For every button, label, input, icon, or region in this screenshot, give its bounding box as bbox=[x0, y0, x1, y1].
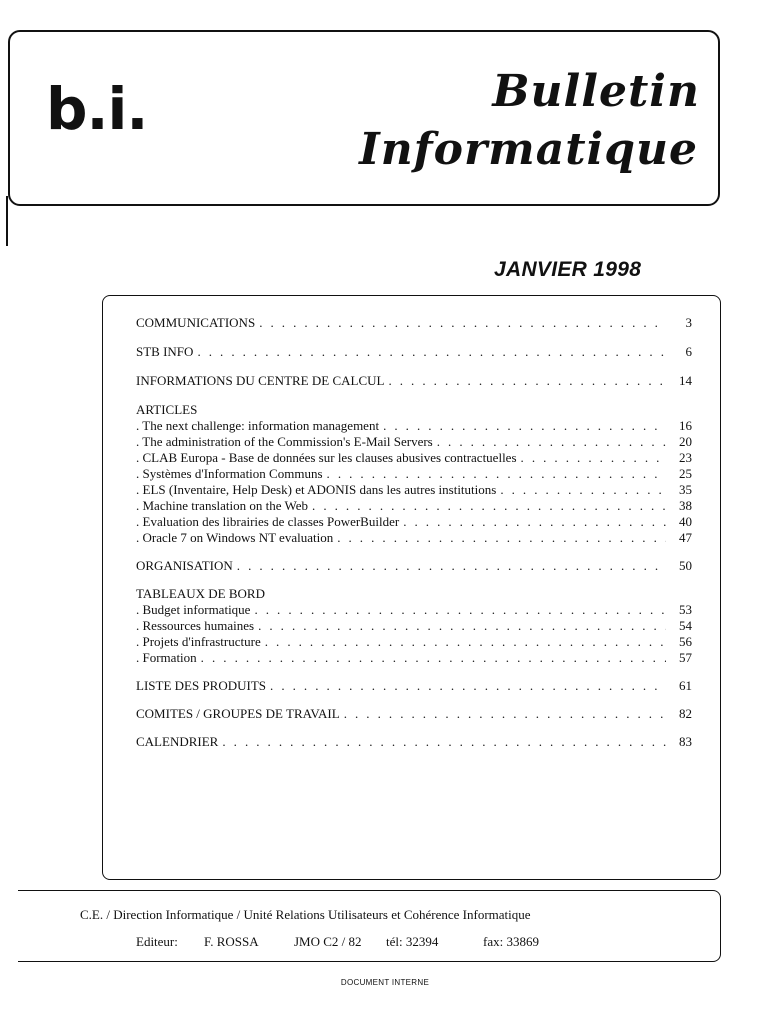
toc-label: . Budget informatique bbox=[136, 602, 251, 617]
toc-page: 40 bbox=[679, 514, 692, 529]
issue-date: JANVIER 1998 bbox=[494, 258, 642, 281]
toc-page: 50 bbox=[679, 558, 692, 573]
toc-leader bbox=[254, 602, 666, 618]
document-classification: DOCUMENT INTERNE bbox=[340, 978, 430, 987]
toc-label: . Projets d'infrastructure bbox=[136, 634, 261, 649]
toc-label: COMMUNICATIONS bbox=[136, 315, 256, 330]
toc-entry-communications bbox=[136, 315, 692, 331]
toc-label: . CLAB Europa - Base de données sur les clauses abusives contractuelles bbox=[136, 450, 517, 465]
toc-leader bbox=[500, 482, 666, 498]
toc-label: . Oracle 7 on Windows NT evaluation bbox=[136, 530, 334, 545]
toc-leader bbox=[344, 706, 666, 722]
toc-label: . ELS (Inventaire, Help Desk) et ADONIS dans les autres institutions bbox=[136, 482, 497, 497]
toc-leader bbox=[383, 418, 666, 434]
bi-logo: b.i. bbox=[46, 75, 148, 143]
toc-entry bbox=[136, 498, 692, 514]
toc-page: 54 bbox=[679, 618, 692, 633]
toc-entry bbox=[136, 450, 692, 466]
toc-leader bbox=[312, 498, 666, 514]
toc-leader bbox=[437, 434, 666, 450]
toc-entry-organisation bbox=[136, 558, 692, 574]
footer-frame bbox=[18, 890, 721, 962]
toc-label: CALENDRIER bbox=[136, 734, 219, 749]
toc-label: ORGANISATION bbox=[136, 558, 233, 573]
toc-label: . Machine translation on the Web bbox=[136, 498, 309, 513]
toc-label: STB INFO bbox=[136, 344, 194, 359]
toc-page: 25 bbox=[679, 466, 692, 481]
toc-section-heading: ARTICLES bbox=[136, 402, 198, 417]
toc-entry-comites bbox=[136, 706, 692, 722]
toc-page: 16 bbox=[679, 418, 692, 433]
masthead-title-line1: Bulletin bbox=[492, 66, 700, 117]
toc-leader bbox=[222, 734, 666, 750]
toc-entry-calendrier bbox=[136, 734, 692, 750]
toc-label: . Systèmes d'Information Communs bbox=[136, 466, 323, 481]
toc-label: . Evaluation des librairies de classes PowerBuilder bbox=[136, 514, 400, 529]
toc-leader bbox=[388, 373, 666, 389]
toc-page: 35 bbox=[679, 482, 692, 497]
footer-editor-line bbox=[136, 934, 539, 950]
toc-entry-stb-info bbox=[136, 344, 692, 360]
table-of-contents bbox=[136, 315, 692, 750]
toc-page: 53 bbox=[679, 602, 692, 617]
toc-leader bbox=[521, 450, 666, 466]
toc-leader bbox=[258, 618, 666, 634]
toc-label: INFORMATIONS DU CENTRE DE CALCUL bbox=[136, 373, 385, 388]
toc-leader bbox=[197, 344, 666, 360]
toc-page: 14 bbox=[679, 373, 692, 388]
toc-entry bbox=[136, 418, 692, 434]
editor-name: F. ROSSA bbox=[204, 934, 259, 949]
toc-page: 38 bbox=[679, 498, 692, 513]
toc-entry bbox=[136, 650, 692, 666]
toc-entry bbox=[136, 434, 692, 450]
toc-page: 3 bbox=[685, 315, 692, 330]
toc-page: 57 bbox=[679, 650, 692, 665]
toc-label: . The administration of the Commission's E-Mail Servers bbox=[136, 434, 433, 449]
toc-page: 23 bbox=[679, 450, 692, 465]
toc-page: 20 bbox=[679, 434, 692, 449]
toc-leader bbox=[337, 530, 666, 546]
toc-page: 82 bbox=[679, 706, 692, 721]
toc-leader bbox=[403, 514, 666, 530]
toc-section-articles bbox=[136, 402, 692, 418]
toc-page: 6 bbox=[685, 344, 692, 359]
editor-fax: fax: 33869 bbox=[483, 934, 539, 949]
toc-section-tableaux bbox=[136, 586, 692, 602]
toc-page: 83 bbox=[679, 734, 692, 749]
footer-department: C.E. / Direction Informatique / Unité Relations Utilisateurs et Cohérence Informatique bbox=[80, 907, 531, 922]
toc-label: . Formation bbox=[136, 650, 197, 665]
toc-entry bbox=[136, 514, 692, 530]
toc-section-heading: TABLEAUX DE BORD bbox=[136, 586, 265, 601]
toc-leader bbox=[259, 315, 666, 331]
toc-leader bbox=[270, 678, 666, 694]
toc-page: 61 bbox=[679, 678, 692, 693]
toc-leader bbox=[237, 558, 666, 574]
margin-rule bbox=[6, 196, 8, 246]
toc-entry bbox=[136, 482, 692, 498]
toc-entry bbox=[136, 634, 692, 650]
toc-page: 47 bbox=[679, 530, 692, 545]
toc-leader bbox=[265, 634, 666, 650]
toc-entry-liste-produits bbox=[136, 678, 692, 694]
editor-office: JMO C2 / 82 bbox=[294, 934, 362, 949]
toc-page: 56 bbox=[679, 634, 692, 649]
toc-label: LISTE DES PRODUITS bbox=[136, 678, 267, 693]
toc-entry bbox=[136, 602, 692, 618]
toc-label: COMITES / GROUPES DE TRAVAIL bbox=[136, 706, 340, 721]
toc-label: . Ressources humaines bbox=[136, 618, 255, 633]
toc-entry bbox=[136, 466, 692, 482]
masthead-title-line2: Informatique bbox=[359, 124, 698, 175]
toc-leader bbox=[327, 466, 666, 482]
toc-leader bbox=[201, 650, 666, 666]
toc-label: . The next challenge: information management bbox=[136, 418, 380, 433]
editor-label: Editeur: bbox=[136, 934, 178, 949]
toc-entry bbox=[136, 618, 692, 634]
toc-entry bbox=[136, 530, 692, 546]
toc-entry-centre-calcul bbox=[136, 373, 692, 389]
editor-phone: tél: 32394 bbox=[386, 934, 439, 949]
